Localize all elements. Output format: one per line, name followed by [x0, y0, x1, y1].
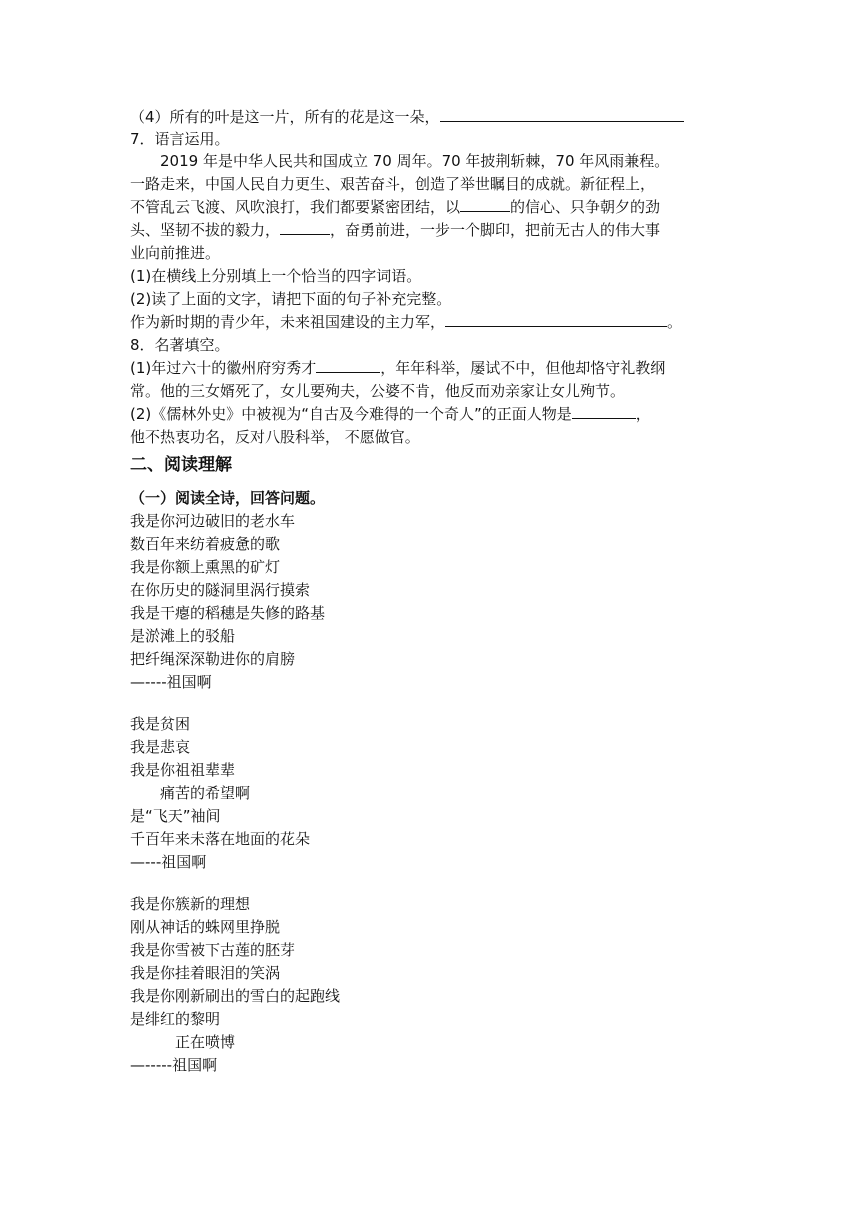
passage-text: ，奋勇前进，一步一个脚印，把前无古人的伟大事 — [330, 221, 661, 239]
sub2-text: (2)《儒林外史》中被视为“自古及今难得的一个奇人”的正面人物是 — [130, 405, 572, 423]
passage-text: 头、坚韧不拔的毅力， — [130, 221, 281, 239]
poem-line: 是淤滩上的驳船 — [130, 627, 236, 645]
question-8-sub1 — [130, 357, 730, 379]
question-7-sub1: (1)在横线上分别填上一个恰当的四字词语。 — [130, 267, 422, 285]
poem-line: 我是你额上熏黑的矿灯 — [130, 558, 281, 576]
poem-line: 我是你祖祖辈辈 — [130, 761, 236, 779]
poem-line: 我是你簇新的理想 — [130, 895, 251, 913]
section-heading: 二、阅读理解 — [130, 455, 232, 475]
poem-line: 数百年来纺着疲惫的歌 — [130, 535, 281, 553]
passage-text: 的信心、只争朝夕的劲 — [510, 198, 661, 216]
sub2-text: ， — [635, 405, 651, 423]
question-8-title: 8．名著填空。 — [130, 336, 230, 354]
poem-line: 我是干瘪的稻穗是失修的路基 — [130, 604, 326, 622]
answer-blank[interactable] — [460, 196, 510, 212]
answer-blank[interactable] — [280, 219, 330, 235]
answer-blank[interactable] — [440, 106, 684, 122]
poem-line: 把纤绳深深勒进你的肩膀 — [130, 650, 296, 668]
answer-blank[interactable] — [316, 357, 380, 373]
poem-line: 我是你刚新刷出的雪白的起跑线 — [130, 987, 341, 1005]
poem-line: 痛苦的希望啊 — [130, 784, 251, 802]
question-7-title: 7．语言运用。 — [130, 130, 230, 148]
passage-line: 2019 年是中华人民共和国成立 70 周年。70 年披荆斩棘，70 年风雨兼程。 — [130, 152, 670, 170]
section-sub-heading: （一）阅读全诗，回答问题。 — [130, 489, 326, 507]
poem-line: 是“飞天”袖间 — [130, 807, 221, 825]
poem-line: 我是悲哀 — [130, 738, 191, 756]
poem-line: —----祖国啊 — [130, 673, 212, 691]
question-4-line — [130, 106, 730, 128]
question-8-sub2-cont: 他不热衷功名，反对八股科举， 不愿做官。 — [130, 428, 420, 446]
poem-line: 是绯红的黎明 — [130, 1010, 221, 1028]
question-7-sub2: (2)读了上面的文字，请把下面的句子补充完整。 — [130, 290, 452, 308]
sub1-text: ，年年科举，屡试不中，但他却恪守礼教纲 — [380, 359, 666, 377]
poem-line: —-----祖国啊 — [130, 1056, 218, 1074]
poem-line: 我是你雪被下古莲的胚芽 — [130, 941, 296, 959]
passage-line — [130, 219, 730, 241]
poem-line: 在你历史的隧洞里涡行摸索 — [130, 581, 311, 599]
question-4-text: （4）所有的叶是这一片，所有的花是这一朵， — [130, 108, 440, 126]
poem-line: 我是贫困 — [130, 715, 191, 733]
passage-line: 一路走来，中国人民自力更生、艰苦奋斗，创造了举世瞩目的成就。新征程上， — [130, 175, 656, 193]
passage-line: 业向前推进。 — [130, 244, 221, 262]
question-7-sub2-line — [130, 311, 730, 333]
sub2-text: 作为新时期的青少年，未来祖国建设的主力军， — [130, 313, 446, 331]
poem-line: 刚从神话的蛛网里挣脱 — [130, 918, 281, 936]
question-8-sub1-cont: 常。他的三女婿死了，女儿要殉夫，公婆不肯，他反而劝亲家让女儿殉节。 — [130, 382, 626, 400]
answer-blank[interactable] — [445, 311, 667, 327]
sub1-text: (1)年过六十的徽州府穷秀才 — [130, 359, 317, 377]
poem-line: 正在喷博 — [130, 1033, 236, 1051]
passage-line — [130, 196, 730, 218]
poem-line: 千百年来未落在地面的花朵 — [130, 830, 311, 848]
poem-line: 我是你河边破旧的老水车 — [130, 512, 296, 530]
answer-blank[interactable] — [572, 403, 636, 419]
poem-line: —---祖国啊 — [130, 853, 207, 871]
sub2-end: 。 — [667, 313, 683, 331]
passage-text: 不管乱云飞渡、风吹浪打，我们都要紧密团结，以 — [130, 198, 461, 216]
question-8-sub2 — [130, 403, 730, 425]
poem-line: 我是你挂着眼泪的笑涡 — [130, 964, 281, 982]
